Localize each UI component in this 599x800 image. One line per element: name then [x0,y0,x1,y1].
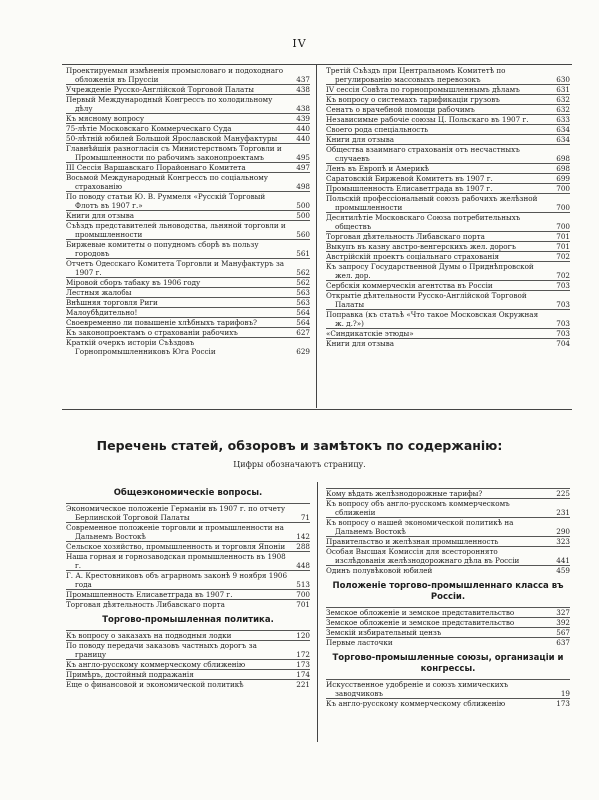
entry-title: Выкупъ въ казну австро-венгерскихъ жел. дорогъ [326,242,516,251]
entry-title: Первые ласточки [326,638,393,647]
entry-page: 703 [556,319,570,328]
entry-page: 174 [296,670,310,679]
toc-entry [326,84,570,94]
entry-page: 637 [556,638,570,647]
entry-title: Къ вопросу о нашей экономической политикѣ на Дальнемъ Востокѣ [326,518,514,536]
toc-entry [66,630,310,640]
entry-page: 327 [556,608,570,617]
toc-entry [66,162,310,172]
entry-title: Съѣздъ представителей льноводства, льняной торговли и промышленности [66,221,286,239]
entry-title: Наша горная и горнозаводская промышленность въ 1908 г. [66,552,286,570]
entry-page: 142 [296,532,310,541]
entry-page: 634 [556,135,570,144]
entry-title: Къ запросу Государственной Думы о Приднѣпровской жел. дор. [326,262,534,280]
section-subtitle: Цифры обозначаютъ страницу. [233,460,366,469]
entry-page: 231 [556,508,570,517]
toc-entry [326,280,570,290]
entry-title: Краткій очеркъ исторіи Съѣздовъ Горнопромышленниковъ Юга Россіи [66,338,216,356]
toc-entry [326,66,570,84]
toc-entry [66,210,310,220]
toc-entry [326,231,570,241]
entry-title: Одинъ полувѣковой юбилей [326,566,433,575]
entry-page: 703 [556,329,570,338]
entry-title: 50-лѣтній юбилей Большой Ярославской Мануфактуры [66,134,278,143]
entry-page: 221 [296,680,310,689]
toc-entry [326,498,570,517]
bottom-left-column [66,482,310,689]
entry-page: 392 [556,618,570,627]
entry-title: IV сессія Совѣта по горнопромышленнымъ дѣламъ [326,85,520,94]
toc-entry [326,144,570,163]
entry-title: Книги для отзыва [326,339,395,348]
toc-entry [326,627,570,637]
entry-title: Экономическое положеніе Германіи въ 1907 г. по отчету Берлинской Торговой Палаты [66,504,286,522]
toc-entry [326,114,570,124]
entry-title: Къ вопросу объ англо-русскомъ коммерческомъ сближеніи [326,499,510,517]
entry-title: Промышленность Елисаветграда въ 1907 г. [66,590,233,599]
entry-page: 513 [296,580,310,589]
entry-title: Кому вѣдать желѣзнодорожные тарифы? [326,489,483,498]
entry-title: Современное положеніе торговли и промышленности на Дальнемъ Востокѣ [66,523,284,541]
page-number: IV [292,37,307,50]
toc-entry [326,328,570,338]
toc-entry [66,113,310,123]
entry-title: Земскій избирательный цензъ [326,628,442,637]
entry-page: 441 [556,556,570,565]
toc-entry [326,134,570,144]
category-list [326,607,570,647]
entry-title: Къ англо-русскому коммерческому сближенію [326,699,506,708]
entry-page: 629 [296,347,310,356]
toc-entry [66,258,310,277]
entry-page: 698 [556,164,570,173]
category-list [66,503,310,609]
toc-entry [66,239,310,258]
bottom-right-column [326,482,570,708]
toc-entry [326,212,570,231]
entry-title: Внѣшняя торговля Риги [66,298,158,307]
toc-entry [326,565,570,575]
toc-entry [326,679,570,698]
section-title: Перечень статей, обзоровъ и замѣтокъ по содержанію: [96,438,503,453]
entry-page: 567 [556,628,570,637]
entry-title: Къ вопросу о системахъ тарификаціи грузовъ [326,95,500,104]
entry-page: 698 [556,154,570,163]
toc-entry [66,599,310,609]
entry-page: 563 [296,288,310,297]
toc-entry [66,669,310,679]
toc-entry [326,94,570,104]
toc-entry [66,66,310,84]
toc-entry [66,172,310,191]
entry-title: 75-лѣтіе Московскаго Коммерческаго Суда [66,124,232,133]
entry-page: 440 [296,134,310,143]
entry-title: Своевременно ли повышеніе хлѣбныхъ тарифовъ? [66,318,257,327]
category-list [326,488,570,575]
entry-title: Особая Высшая Комиссія для всестороннято изслѣдованія желѣзнодорожнаго дѣла въ Россіи [326,547,520,565]
toc-entry [66,337,310,356]
entry-title: Правительство и желѣзная промышленность [326,537,499,546]
entry-page: 438 [296,85,310,94]
entry-page: 632 [556,105,570,114]
toc-entry [66,659,310,669]
toc-entry [326,338,570,348]
toc-entry [326,173,570,183]
entry-page: 630 [556,75,570,84]
entry-page: 701 [556,242,570,251]
entry-page: 703 [556,281,570,290]
entry-title: Поправка (къ статьѣ «Что такое Московская Окружная ж. д.?») [326,310,539,328]
toc-entry [66,679,310,689]
toc-entry [66,84,310,94]
entry-title: III Сессія Варшавскаго Порайоннаго Комитета [66,163,246,172]
toc-entry [66,317,310,327]
entry-page: 627 [296,328,310,337]
entry-title: Третій Съѣздъ при Центральномъ Комитетѣ по регулированію массовыхъ перевозокъ [326,66,506,84]
toc-entry [66,287,310,297]
entry-title: Саратовскій Биржевой Комитетъ въ 1907 г. [326,174,493,183]
toc-entry [326,104,570,114]
entry-title: Сельское хозяйство, промышленность и торговля Японіи [66,542,286,551]
entry-page: 288 [296,542,310,551]
toc-entry [66,307,310,317]
entry-page: 564 [296,308,310,317]
entry-title: «Синдикатскіе этюды» [326,329,414,338]
toc-entry [66,327,310,337]
top-column-divider [316,64,317,408]
entry-title: Міровой сборъ табаку въ 1906 году [66,278,201,287]
entry-page: 701 [556,232,570,241]
entry-page: 702 [556,271,570,280]
entry-page: 173 [296,660,310,669]
entry-page: 700 [556,203,570,212]
toc-entry [66,297,310,307]
toc-entry [66,94,310,113]
entry-title: Къ законопроектамъ о страхованіи рабочихъ [66,328,238,337]
entry-page: 564 [296,318,310,327]
entry-title: Земское обложеніе и земское представительство [326,608,515,617]
entry-page: 563 [296,298,310,307]
entry-title: Восьмой Международный Конгрессъ по соціальному страхованію [66,173,269,191]
toc-entry [326,193,570,212]
entry-title: Малоубѣдительно! [66,308,138,317]
entry-page: 437 [296,75,310,84]
entry-title: Открытіе дѣятельности Русско-Англійской Торговой Палаты [326,291,527,309]
mid-rule [62,409,572,410]
entry-title: Книги для отзыва [326,135,395,144]
toc-entry [326,546,570,565]
toc-entry [326,698,570,708]
category-title: Общеэкономическіе вопросы. [113,488,263,498]
entry-page: 495 [296,153,310,162]
toc-entry [326,607,570,617]
entry-title: Къ англо-русскому коммерческому сближенію [66,660,246,669]
entry-page: 700 [296,590,310,599]
toc-entry [66,589,310,599]
entry-page: 438 [296,104,310,113]
entry-title: Главнѣйшія разногласія съ Министерствомъ Торговли и Промышленности по рабочимъ законопроектамъ [66,144,282,162]
entry-title: Биржевые комитеты о попудномъ сборѣ въ пользу городовъ [66,240,259,258]
toc-entry [66,191,310,210]
entry-title: Промышленность Елисаветграда въ 1907 г. [326,184,493,193]
toc-entry [326,241,570,251]
entry-title: Г. А. Крестовниковъ объ аграрномъ законѣ 9 ноября 1906 года [66,571,288,589]
entry-title: Торговая дѣятельность Либавскаго порта [326,232,485,241]
entry-page: 562 [296,268,310,277]
entry-page: 700 [556,222,570,231]
entry-page: 562 [296,278,310,287]
entry-page: 225 [556,489,570,498]
toc-entry [66,640,310,659]
entry-title: Независимые рабочіе союзы Ц. Польскаго въ 1907 г. [326,115,529,124]
top-right-column [326,66,570,348]
entry-page: 448 [296,561,310,570]
bottom-column-divider [317,482,318,742]
top-rule [62,64,572,65]
toc-entry [66,133,310,143]
entry-title: Искусственное удобреніе и союзъ химическихъ заводчиковъ [326,680,509,698]
toc-entry [66,220,310,239]
entry-title: Сенатъ о врачебной помощи рабочимъ [326,105,475,114]
entry-title: Торговая дѣятельность Либавскаго порта [66,600,225,609]
toc-entry [66,123,310,133]
entry-title: Къ вопросу о заказахъ на подводныя лодки [66,631,232,640]
toc-entry [66,551,310,570]
toc-entry [326,637,570,647]
category-list [66,630,310,689]
toc-entry [66,503,310,522]
category-list [326,679,570,708]
entry-page: 290 [556,527,570,536]
toc-entry [326,309,570,328]
toc-entry [66,277,310,287]
entry-page: 702 [556,252,570,261]
entry-title: Ленъ въ Европѣ и Америкѣ [326,164,430,173]
entry-title: Книги для отзыва [66,211,135,220]
entry-page: 323 [556,537,570,546]
entry-title: Земское обложеніе и земское представительство [326,618,515,627]
toc-entry [66,522,310,541]
entry-page: 498 [296,182,310,191]
entry-page: 440 [296,124,310,133]
toc-entry [66,143,310,162]
entry-page: 631 [556,85,570,94]
entry-page: 634 [556,125,570,134]
top-right-list [326,66,570,348]
entry-page: 120 [296,631,310,640]
entry-title: Проектируемыя измѣненія промысловаго и подоходнаго обложенія въ Пруссіи [66,66,284,84]
entry-page: 19 [560,689,570,698]
category-title: Торгово-промышленная политика. [102,615,274,625]
entry-page: 632 [556,95,570,104]
entry-page: 173 [556,699,570,708]
entry-title: Отчетъ Одесскаго Комитета Торговли и Мануфактуръ за 1907 г. [66,259,285,277]
category-title: Торгово-промышленные союзы, организаціи и конгрессы. [332,653,564,674]
entry-title: По поводу передачи заказовъ частныхъ дорогъ за границу [66,641,257,659]
toc-entry [66,541,310,551]
entry-page: 439 [296,114,310,123]
entry-page: 459 [556,566,570,575]
toc-entry [326,617,570,627]
entry-title: Своего рода спеціальность [326,125,429,134]
toc-entry [326,517,570,536]
entry-page: 704 [556,339,570,348]
entry-title: Лестныя жалобы [66,288,132,297]
entry-title: Къ мясному вопросу [66,114,145,123]
entry-title: Учрежденіе Русско-Англійской Торговой Палаты [66,85,255,94]
toc-entry [66,570,310,589]
toc-entry [326,183,570,193]
entry-page: 560 [296,230,310,239]
toc-entry [326,163,570,173]
category-title: Положеніе торгово-промышленнаго класса въ Россіи. [332,581,564,602]
entry-page: 71 [300,513,310,522]
entry-title: Десятилѣтіе Московскаго Союза потребительныхъ обществъ [326,213,521,231]
toc-entry [326,261,570,280]
entry-page: 701 [296,600,310,609]
entry-title: Австрійскій проектъ соціальнаго страхованія [326,252,500,261]
entry-page: 172 [296,650,310,659]
toc-entry [326,536,570,546]
entry-title: Сербскія коммерческія агентства въ Россіи [326,281,493,290]
entry-page: 561 [296,249,310,258]
entry-title: Польскій профессіональный союзъ рабочихъ желѣзной промышленности [326,194,538,212]
top-left-column [66,66,310,356]
toc-entry [326,488,570,498]
toc-entry [326,124,570,134]
entry-title: Еще о финансовой и экономической политикѣ [66,680,244,689]
entry-page: 703 [556,300,570,309]
toc-entry [326,290,570,309]
entry-page: 500 [296,211,310,220]
entry-page: 700 [556,184,570,193]
entry-title: Общества взаимнаго страхованія отъ несчастныхъ случаевъ [326,145,520,163]
entry-page: 633 [556,115,570,124]
entry-page: 500 [296,201,310,210]
entry-page: 699 [556,174,570,183]
entry-title: По поводу статьи Ю. В. Руммеля «Русскій Торговый Флотъ въ 1907 г.» [66,192,266,210]
entry-page: 497 [296,163,310,172]
top-left-list [66,66,310,356]
toc-entry [326,251,570,261]
entry-title: Примѣръ, достойный подражанія [66,670,194,679]
entry-title: Первый Международный Конгрессъ по холодильному дѣлу [66,95,273,113]
